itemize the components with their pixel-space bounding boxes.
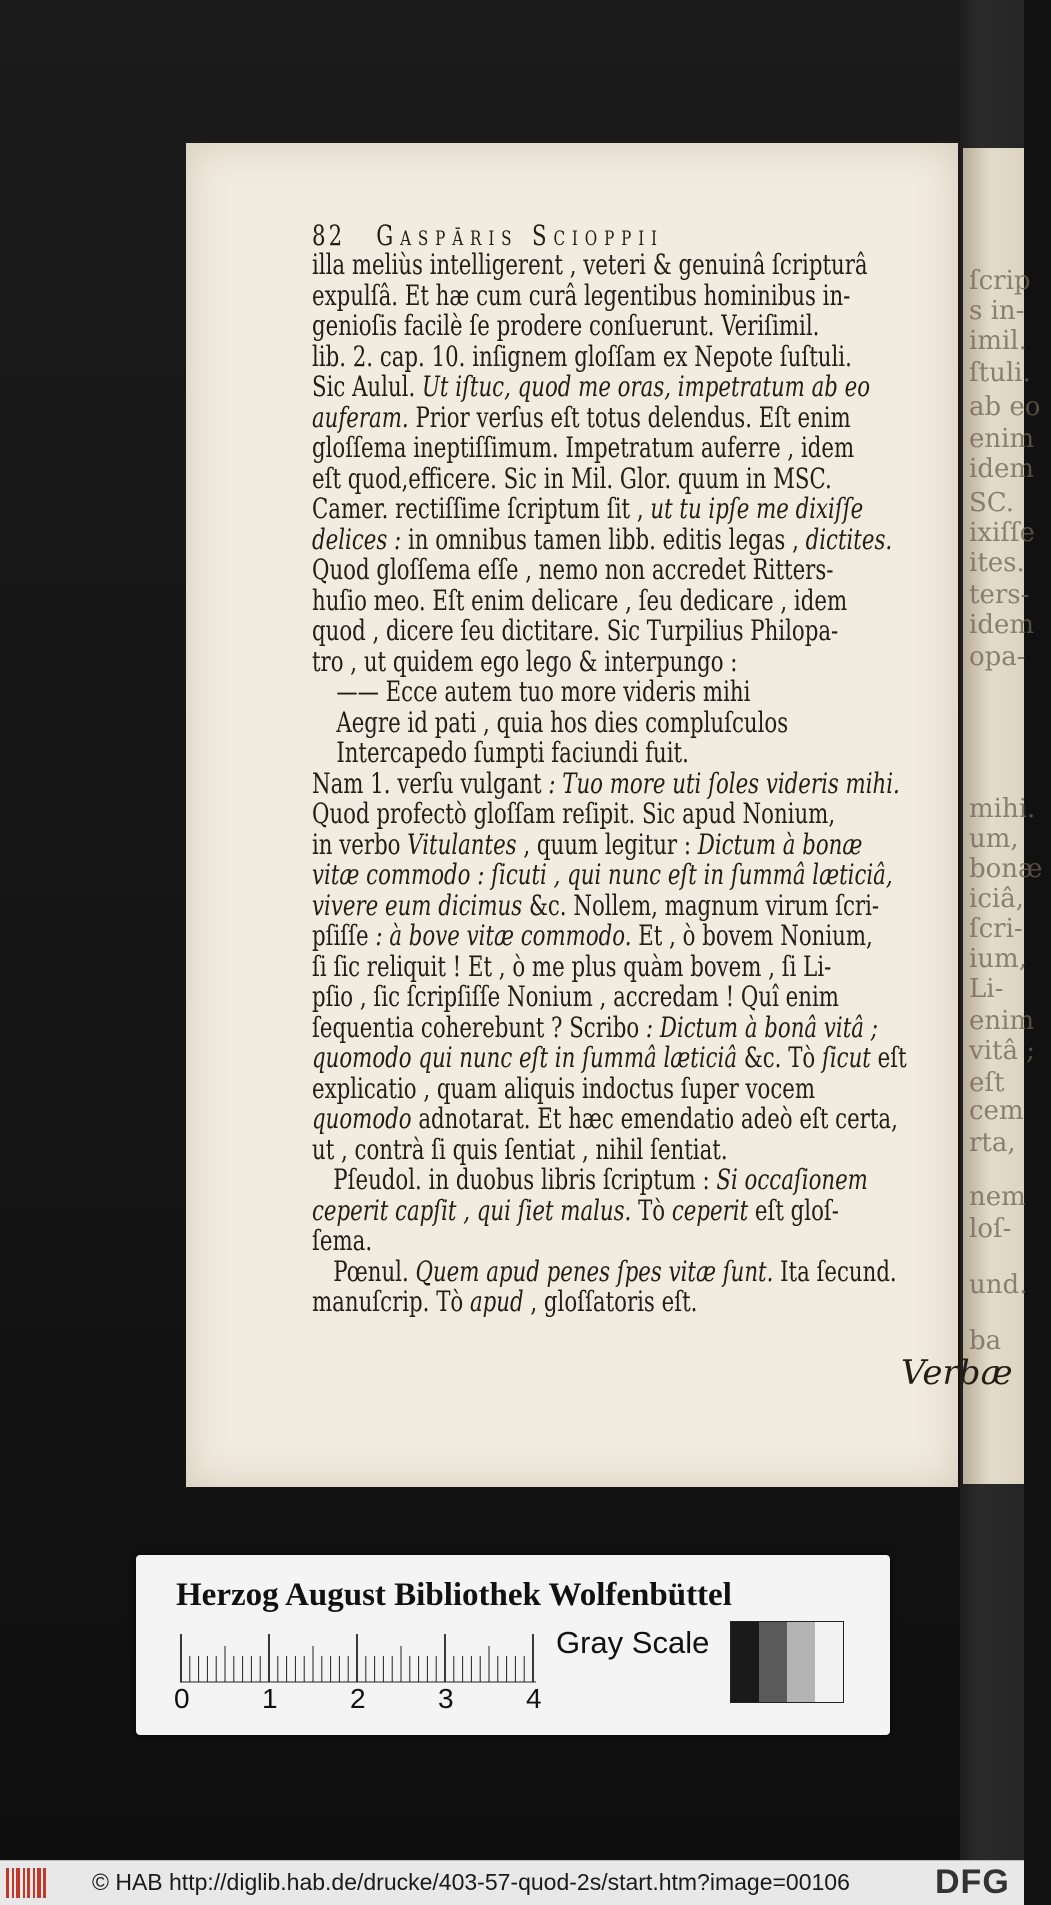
text-run: Quod gloſſema eſſe , nemo non accredet Ritters- (312, 553, 834, 586)
adjacent-page-fragment: cem (969, 1096, 1024, 1126)
ruler-number: 2 (350, 1683, 366, 1714)
text-line (312, 1071, 943, 1105)
text-line (312, 583, 943, 617)
page-number: 82 (312, 219, 346, 252)
text-line (312, 949, 943, 983)
text-run: tro , ut quidem ego lego & interpungo : (312, 644, 738, 678)
adjacent-page-fragment: eſt (969, 1068, 1005, 1098)
gray-swatch (759, 1622, 787, 1702)
text-line (312, 1287, 943, 1318)
gray-swatch (731, 1622, 759, 1702)
adjacent-page-edge (963, 148, 1043, 1484)
text-line (312, 1226, 943, 1257)
page-text-block (312, 218, 943, 1318)
text-line (312, 766, 943, 800)
text-run: Nam 1. verſu vulgant (312, 766, 549, 800)
gray-swatch (787, 1622, 815, 1702)
text-run: Camer. rectiſſime ſcriptum ſit , (312, 492, 651, 525)
italic-text-run: Dictum à bonæ (697, 827, 863, 861)
adjacent-page-fragment: Li- (969, 974, 1004, 1004)
italic-text-run: vivere eum dicimus (312, 888, 523, 922)
text-run: pſio , ſic ſcripſiſſe Nonium , accredam ! Quî enim (312, 980, 839, 1013)
gray-scale-swatches (730, 1621, 844, 1703)
adjacent-page-fragment: ixiſſe (969, 518, 1035, 548)
ruler-number: 0 (174, 1683, 190, 1714)
text-line (312, 644, 943, 678)
italic-text-run: Vitulantes (407, 827, 517, 861)
text-line (312, 799, 943, 830)
text-run: quod , dicere ſeu dictitare. Sic Turpilius Philopa- (312, 614, 839, 647)
text-run: in verbo (312, 827, 408, 861)
italic-text-run: ut tu ipſe me dixiſſe (650, 492, 864, 525)
text-line (312, 250, 943, 281)
text-run: eſt (870, 1041, 907, 1074)
italic-text-run: apud (469, 1285, 524, 1318)
text-run: adnotarat. Et hæc emendatio adeò eſt certa, (411, 1102, 898, 1135)
text-run: explicatio , quam aliquis indoctus ſuper vocem (312, 1071, 816, 1105)
text-run: in omnibus tamen libb. editis legas , (401, 522, 806, 556)
italic-text-run: delices : (312, 522, 402, 556)
text-line (312, 1254, 943, 1288)
text-line (312, 1165, 943, 1196)
running-head-title: Gaspāris Scioppii (376, 219, 664, 252)
adjacent-page-fragment: idem (969, 454, 1034, 484)
adjacent-page-fragment: ſtuli. (969, 358, 1031, 388)
text-run: &c. Τὸ (737, 1041, 822, 1074)
adjacent-page-fragment: um, (969, 824, 1019, 854)
italic-text-run: : à bove vitæ commodo. (375, 919, 632, 952)
text-run: Aegre id pati , quia hos dies compluſculos (336, 705, 789, 739)
adjacent-page-fragment: opa- (969, 642, 1026, 672)
text-line (312, 400, 943, 434)
adjacent-page-fragment: nem (969, 1182, 1026, 1212)
italic-text-run: ceperit capſit , qui ſiet malus. (312, 1193, 632, 1227)
text-line (312, 921, 943, 952)
adjacent-page-fragment: ites. (969, 548, 1025, 578)
text-run: ut , contrà ſi quis ſentiat , nihil ſentiat. (312, 1132, 728, 1166)
adjacent-page-fragment: SC. (969, 488, 1015, 518)
ruler-number: 3 (438, 1683, 454, 1714)
adjacent-page-fragment: ters- (969, 580, 1030, 610)
italic-text-run: quomodo qui nunc eſt in ſummâ læticiâ (312, 1041, 738, 1074)
text-line (312, 677, 943, 708)
adjacent-page-fragment: ſcrip (969, 266, 1031, 296)
text-line (312, 860, 943, 891)
text-run: Prior verſus eſt totus delendus. Eſt enim (408, 400, 851, 434)
adjacent-page-fragment: und. (969, 1270, 1028, 1300)
text-line (312, 738, 943, 769)
italic-text-run: Quem apud penes ſpes vitæ ſunt. (415, 1254, 774, 1288)
ruler-number: 4 (526, 1683, 542, 1714)
text-line (312, 311, 943, 342)
text-line (312, 278, 943, 312)
italic-text-run: quomodo (312, 1102, 412, 1135)
adjacent-page-fragment: vitâ ; (969, 1036, 1035, 1066)
italic-text-run: ceperit (671, 1193, 749, 1227)
text-run: , gloſſatoris eſt. (523, 1285, 698, 1318)
text-run: gloſſema ineptiſſimum. Impetratum auferre , idem (312, 431, 855, 464)
adjacent-page-fragment: mihi. (969, 794, 1036, 824)
text-run: Sic Aulul. (312, 370, 422, 403)
adjacent-page-fragment: enim (969, 424, 1035, 454)
text-run: manuſcrip. Τὸ (312, 1285, 470, 1318)
gray-scale-label: Gray Scale (556, 1625, 710, 1660)
ruler-numbers (174, 1683, 554, 1713)
text-line (312, 1010, 943, 1044)
text-line (312, 616, 943, 647)
text-line (312, 888, 943, 922)
text-line (312, 705, 943, 739)
text-line (312, 1104, 943, 1135)
text-line (312, 433, 943, 464)
footer-bar (0, 1860, 1024, 1905)
adjacent-page-fragment: s in- (969, 296, 1025, 326)
italic-text-run: Si occaſionem (716, 1163, 868, 1196)
adjacent-page-fragment: idem (969, 610, 1034, 640)
text-line (312, 339, 943, 373)
text-line (312, 494, 943, 525)
italic-text-run: dictites. (805, 522, 893, 556)
text-line (312, 827, 943, 861)
text-run: &c. Nollem, magnum virum ſcri- (522, 888, 880, 922)
text-line (312, 555, 943, 586)
text-line (312, 982, 943, 1013)
text-run: Ita ſecund. (773, 1254, 897, 1288)
adjacent-page-fragment: ium, (969, 944, 1027, 974)
text-run: ſequentia coherebunt ? Scribo (312, 1010, 646, 1044)
text-run: huſio meo. Eſt enim delicare , ſeu dedicare , idem (312, 583, 848, 617)
text-line (312, 1193, 943, 1227)
text-run: —— Ecce autem tuo more videris mihi (336, 675, 751, 708)
text-run: Quod profectò gloſſam reſipit. Sic apud Nonium, (312, 797, 836, 830)
ruler-scale (180, 1633, 536, 1683)
library-name: Herzog August Bibliothek Wolfenbüttel (176, 1577, 732, 1613)
adjacent-page-fragment: ab eo (969, 392, 1041, 422)
text-run: genioſis facilè ſe prodere conſuerunt. Veriſimil. (312, 309, 820, 342)
source-link[interactable]: © HAB http://diglib.hab.de/drucke/403-57-quod-2s/start.htm?image=00106 (92, 1869, 850, 1895)
adjacent-page-fragment: enim (969, 1006, 1035, 1036)
adjacent-page-fragment: loſ- (969, 1214, 1012, 1244)
text-run: ſi ſic reliquit ! Et , ò me plus quàm bovem , ſi Li- (312, 949, 832, 983)
text-run: pſiſſe (312, 919, 376, 952)
gray-swatch (815, 1622, 843, 1702)
catchword: Verbæ (901, 1353, 1013, 1393)
text-run: eſt quod,efficere. Sic in Mil. Glor. quum in MSC. (312, 461, 832, 495)
text-line (312, 1132, 943, 1166)
italic-text-run: auferam. (312, 400, 409, 434)
text-line (312, 461, 943, 495)
text-run: lib. 2. cap. 10. inſignem gloſſam ex Nepote ſuſtuli. (312, 339, 852, 373)
adjacent-page-fragment: ſcri- (969, 914, 1023, 944)
text-line (312, 1043, 943, 1074)
text-run: Τὸ (631, 1193, 672, 1227)
adjacent-page-fragment: bonæ (969, 854, 1043, 884)
ruler-number: 1 (262, 1683, 278, 1714)
barcode-icon (6, 1868, 46, 1898)
text-line (312, 522, 943, 556)
italic-text-run: : Dictum à bonâ vitâ ; (645, 1010, 878, 1044)
text-run: eſt gloſ- (748, 1193, 839, 1227)
text-run: expulſâ. Et hæ cum curâ legentibus hominibus in- (312, 278, 851, 312)
adjacent-page-fragment: iciâ, (969, 884, 1024, 914)
italic-text-run: ſicut (821, 1041, 871, 1074)
text-run: Pœnul. (333, 1254, 416, 1288)
dfg-logo: DFG (935, 1863, 1010, 1901)
italic-text-run: : Tuo more uti ſoles videris mihi. (548, 766, 900, 800)
text-lines (312, 250, 943, 1318)
adjacent-page-fragment: rta, (969, 1128, 1016, 1158)
text-run: Intercapedo ſumpti faciundi fuit. (336, 736, 689, 769)
library-scale-card (136, 1555, 890, 1735)
italic-text-run: Ut iſtuc, quod me oras, impetratum ab eo (421, 370, 871, 403)
italic-text-run: vitæ commodo : ſicuti , qui nunc eſt in ſummâ læticiâ, (312, 858, 893, 891)
text-run: Et , ò bovem Nonium, (631, 919, 873, 952)
text-run: illa meliùs intelligerent , veteri & genuinâ ſcripturâ (312, 248, 868, 281)
text-run: ſema. (312, 1224, 373, 1257)
text-run: Pſeudol. in duobus libris ſcriptum : (333, 1163, 717, 1196)
text-line (312, 372, 943, 403)
adjacent-page-fragment: imil. (969, 326, 1027, 356)
text-run: , quum legitur : (516, 827, 698, 861)
adjacent-page-fragment: ba (969, 1326, 1002, 1356)
